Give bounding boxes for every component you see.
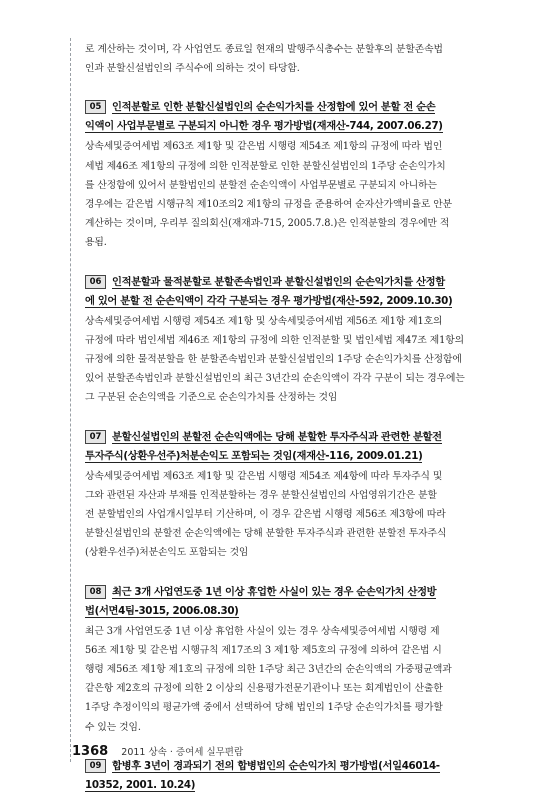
section-title-line: 분할신설법인의 분할전 순손익액에는 당해 분할한 투자주식과 관련한 분할전: [112, 430, 442, 443]
section-body: [85, 137, 490, 252]
section-title-line: 인적분할과 물적분할로 분할존속법인과 분할신설법인의 순손익가치를 산정함: [112, 275, 445, 288]
section-heading: [85, 98, 490, 136]
section-heading: [85, 273, 490, 311]
page-content: [85, 40, 490, 796]
section-09: [85, 757, 490, 795]
intro-paragraph: [85, 40, 490, 78]
body-line: 세법 제46조 제1항의 규정에 의한 인적분할로 인한 분할신설법인의 1주당 순손익가치: [85, 160, 446, 172]
body-line: 분할신설법인의 분할전 순손익액에는 당해 분할한 투자주식과 관련한 분할전 투자주식: [85, 528, 447, 540]
body-line: 같은항 제2호의 규정에 의한 2 이상의 신용평가전문기관이나 또는 회계법인이 산출한: [85, 683, 443, 695]
intro-line: 인과 분할신설법인의 주식수에 의하는 것이 타당함.: [85, 63, 300, 75]
body-line: 용됨.: [85, 237, 107, 249]
body-line: 규정에 따라 법인세법 제46조 제1항의 규정에 의한 인적분할 및 법인세법 제47조 제1항의: [85, 334, 464, 346]
body-line: 그와 관련된 자산과 부채를 인적분할하는 경우 분할신설법인의 사업영위기간은 분할: [85, 489, 437, 501]
section-number-badge: 09: [85, 759, 106, 773]
body-line: 를 산정함에 있어서 분할법인의 분할전 순손익액이 사업부문별로 구분되지 아니하는: [85, 179, 437, 191]
section-06: [85, 273, 490, 408]
body-line: 상속세및증여세법 시행령 제54조 제1항 및 상속세및증여세법 제56조 제1항 제1호의: [85, 315, 443, 327]
page-footer: [72, 740, 243, 759]
section-number-badge: 07: [85, 430, 106, 444]
section-body: [85, 312, 490, 408]
body-line: 전 분할법인의 사업개시일부터 기산하며, 이 경우 같은법 시행령 제56조 제3항에 따라: [85, 509, 446, 521]
section-title-line: 익액이 사업부문별로 구분되지 아니한 경우 평가방법(재재산-744, 2007.06.27): [85, 120, 443, 133]
section-title-line: 에 있어 분할 전 순손익액이 각각 구분되는 경우 평가방법(재산-592, 2009.10.30): [85, 294, 453, 307]
margin-dashed-rule: [70, 38, 71, 762]
body-line: 1주당 추정이익의 평균가액 중에서 선택하여 당해 법인의 1주당 순손익가치를 평가할: [85, 702, 443, 714]
section-number-badge: 08: [85, 585, 106, 599]
body-line: 있어 분할존속법인과 분할신설법인의 최근 3년간의 순손익액이 각각 구분이 되는 경우에는: [85, 373, 465, 385]
section-title-line: 인적분할로 인한 분할신설법인의 순손익가치를 산정함에 있어 분할 전 순손: [112, 101, 436, 114]
body-line: 56조 제1항 및 같은법 시행규칙 제17조의 3 제1항 제5호의 규정에 의하여 같은법 시: [85, 644, 442, 656]
page-number: 1368: [72, 744, 109, 759]
section-08: [85, 583, 490, 737]
section-title-line: 투자주식(상환우선주)처분손익도 포함되는 것임(재재산-116, 2009.01.21): [85, 449, 423, 462]
body-line: 계산하는 것이며, 우리부 질의회신(재재과-715, 2005.7.8.)은 인적분할의 경우에만 적: [85, 218, 450, 230]
body-line: 경우에는 같은법 시행규칙 제10조의2 제1항의 규정을 준용하여 순자산가액비율로 안분: [85, 199, 453, 211]
section-body: [85, 622, 490, 737]
section-title-line: 법(서면4팀-3015, 2006.08.30): [85, 604, 239, 617]
section-number-badge: 06: [85, 275, 106, 289]
section-title-line: 합병후 3년이 경과되기 전의 합병법인의 순손익가치 평가방법(서일46014-: [112, 759, 440, 772]
section-body: [85, 467, 490, 563]
body-line: 수 있는 것임.: [85, 721, 141, 733]
section-title-line: 10352, 2001. 10.24): [85, 778, 196, 791]
body-line: 그 구분된 순손익액을 기준으로 순손익가치를 산정하는 것임: [85, 392, 338, 404]
body-line: 상속세및증여세법 제63조 제1항 및 같은법 시행령 제54조 제4항에 따라 투자주식 및: [85, 470, 443, 482]
section-07: [85, 428, 490, 563]
section-number-badge: 05: [85, 100, 106, 114]
section-heading: [85, 583, 490, 621]
section-title-line: 최근 3개 사업연도중 1년 이상 휴업한 사실이 있는 경우 순손익가치 산정방: [112, 585, 437, 598]
body-line: 상속세및증여세법 제63조 제1항 및 같은법 시행령 제54조 제1항의 규정에 따라 법인: [85, 141, 443, 153]
section-heading: [85, 757, 490, 795]
body-line: (상환우선주)처분손익도 포함되는 것임: [85, 547, 249, 559]
book-title: 2011 상속 · 증여세 실무편람: [121, 747, 244, 758]
body-line: 규정에 의한 물적분할을 한 분할존속법인과 분할신설법인의 1주당 순손익가치를 산정함에: [85, 354, 462, 366]
body-line: 행령 제56조 제1항 제1호의 규정에 의한 1주당 최근 3년간의 순손익액의 가중평균액과: [85, 664, 452, 676]
section-05: [85, 98, 490, 252]
body-line: 최근 3개 사업연도중 1년 이상 휴업한 사실이 있는 경우 상속세및증여세법 시행령 제: [85, 625, 440, 637]
section-heading: [85, 428, 490, 466]
intro-line: 로 계산하는 것이며, 각 사업연도 종료일 현재의 발행주식총수는 분할후의 분할존속법: [85, 44, 443, 55]
